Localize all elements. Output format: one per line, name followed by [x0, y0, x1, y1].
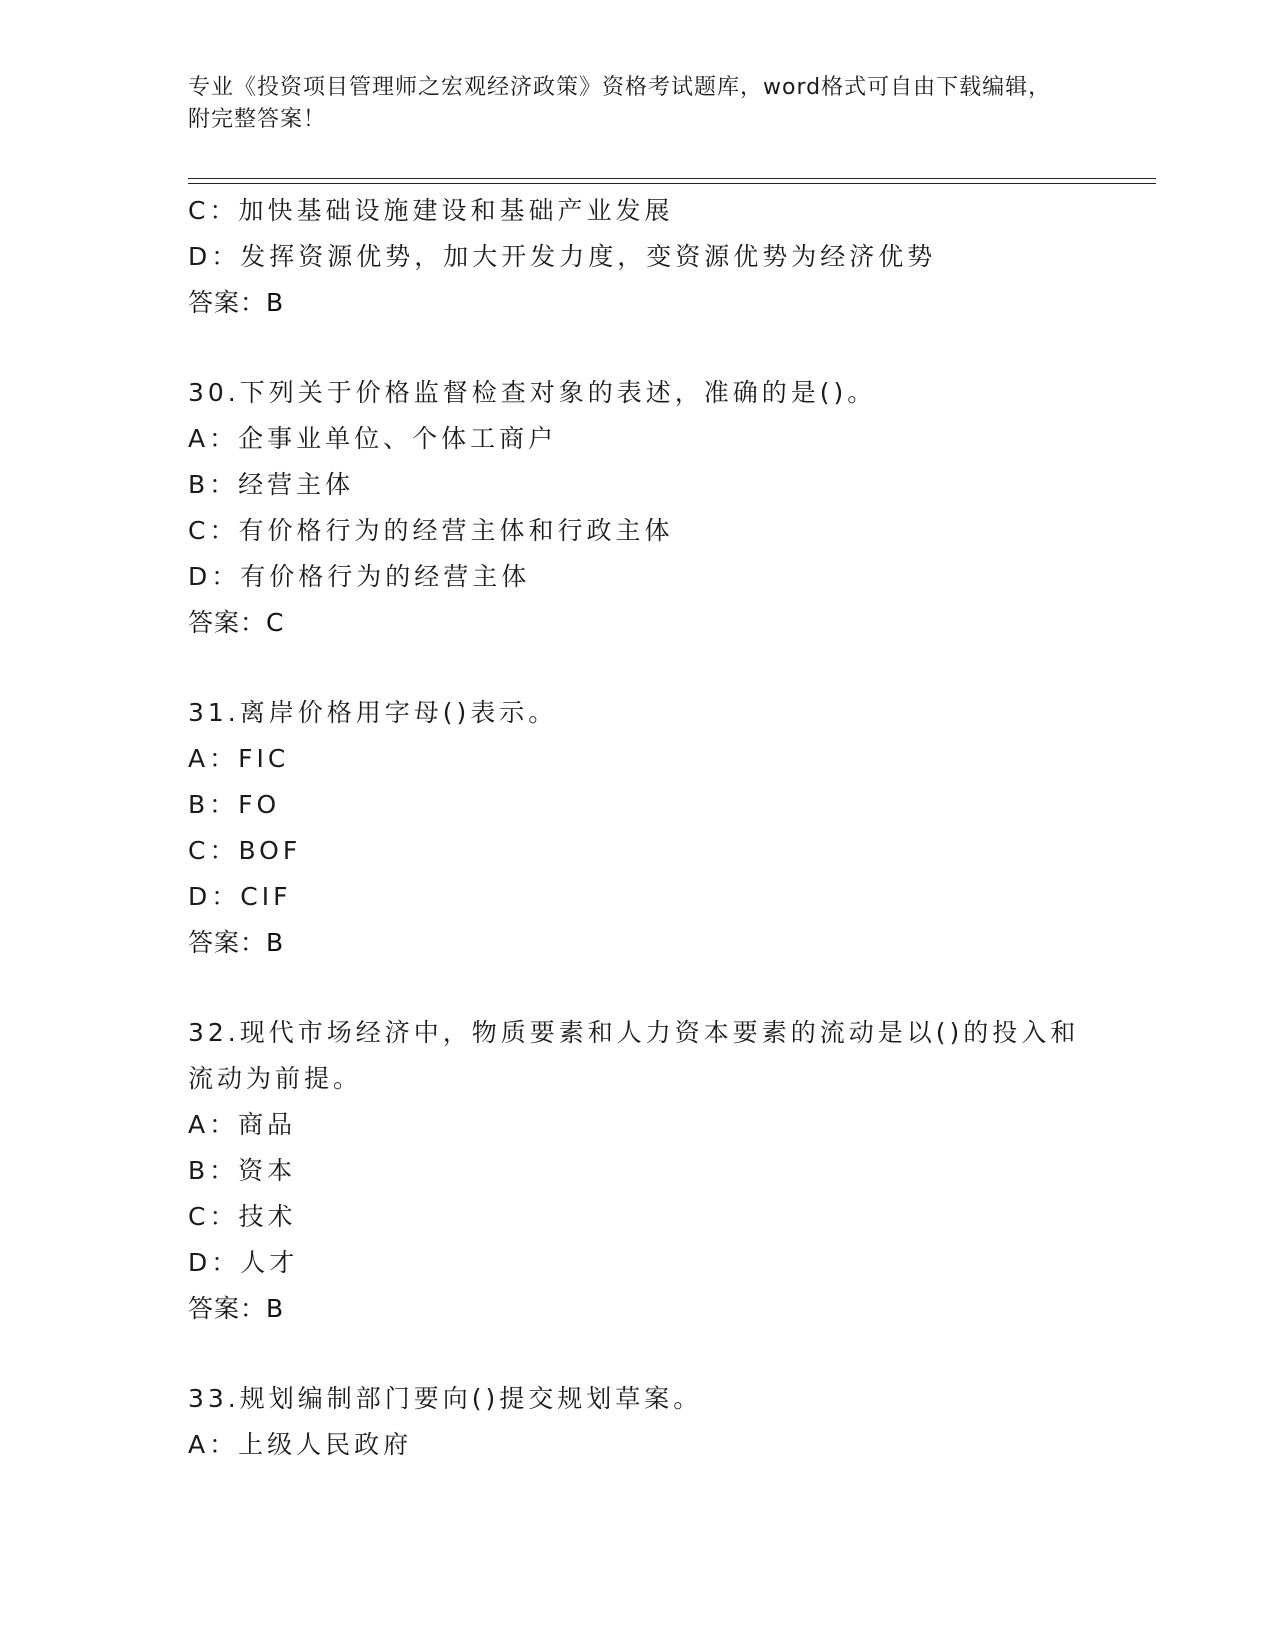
- option-d: D：人才: [188, 1248, 299, 1277]
- option-d: D：发挥资源优势，加大开发力度，变资源优势为经济优势: [188, 242, 937, 271]
- option-c: C：加快基础设施建设和基础产业发展: [188, 196, 674, 225]
- option-c: C：有价格行为的经营主体和行政主体: [188, 516, 674, 545]
- option-b: B：经营主体: [188, 470, 355, 499]
- question-stem: 32.现代市场经济中，物质要素和人力资本要素的流动是以()的投入和流动为前提。: [188, 1018, 1080, 1093]
- option-c: C：BOF: [188, 836, 302, 865]
- question-stem: 30.下列关于价格监督检查对象的表述，准确的是()。: [188, 378, 877, 407]
- option-d: D：CIF: [188, 882, 292, 911]
- answer: 答案：B: [188, 288, 285, 317]
- option-a: A：商品: [188, 1110, 297, 1139]
- question-stem: 33.规划编制部门要向()提交规划草案。: [188, 1384, 703, 1413]
- option-b: B：FO: [188, 790, 281, 819]
- document-header: 专业《投资项目管理师之宏观经济政策》资格考试题库，word格式可自由下载编辑，附完整答案！: [188, 75, 1052, 132]
- answer: 答案：B: [188, 1294, 285, 1323]
- option-c: C：技术: [188, 1202, 297, 1231]
- header-rule-bottom: [188, 183, 1156, 184]
- header-rule-top: [188, 178, 1156, 179]
- question-30: [188, 370, 1088, 646]
- answer: 答案：B: [188, 928, 285, 957]
- question-stem: 31.离岸价格用字母()表示。: [188, 698, 558, 727]
- question-list: [188, 188, 1088, 1468]
- option-a: A：上级人民政府: [188, 1430, 413, 1459]
- question-31: [188, 690, 1088, 966]
- question-32: [188, 1010, 1088, 1332]
- option-a: A：FIC: [188, 744, 290, 773]
- answer: 答案：C: [188, 608, 285, 637]
- question-29-continuation: [188, 188, 1088, 326]
- option-d: D：有价格行为的经营主体: [188, 562, 531, 591]
- question-33: [188, 1376, 1088, 1468]
- option-a: A：企事业单位、个体工商户: [188, 424, 558, 453]
- option-b: B：资本: [188, 1156, 297, 1185]
